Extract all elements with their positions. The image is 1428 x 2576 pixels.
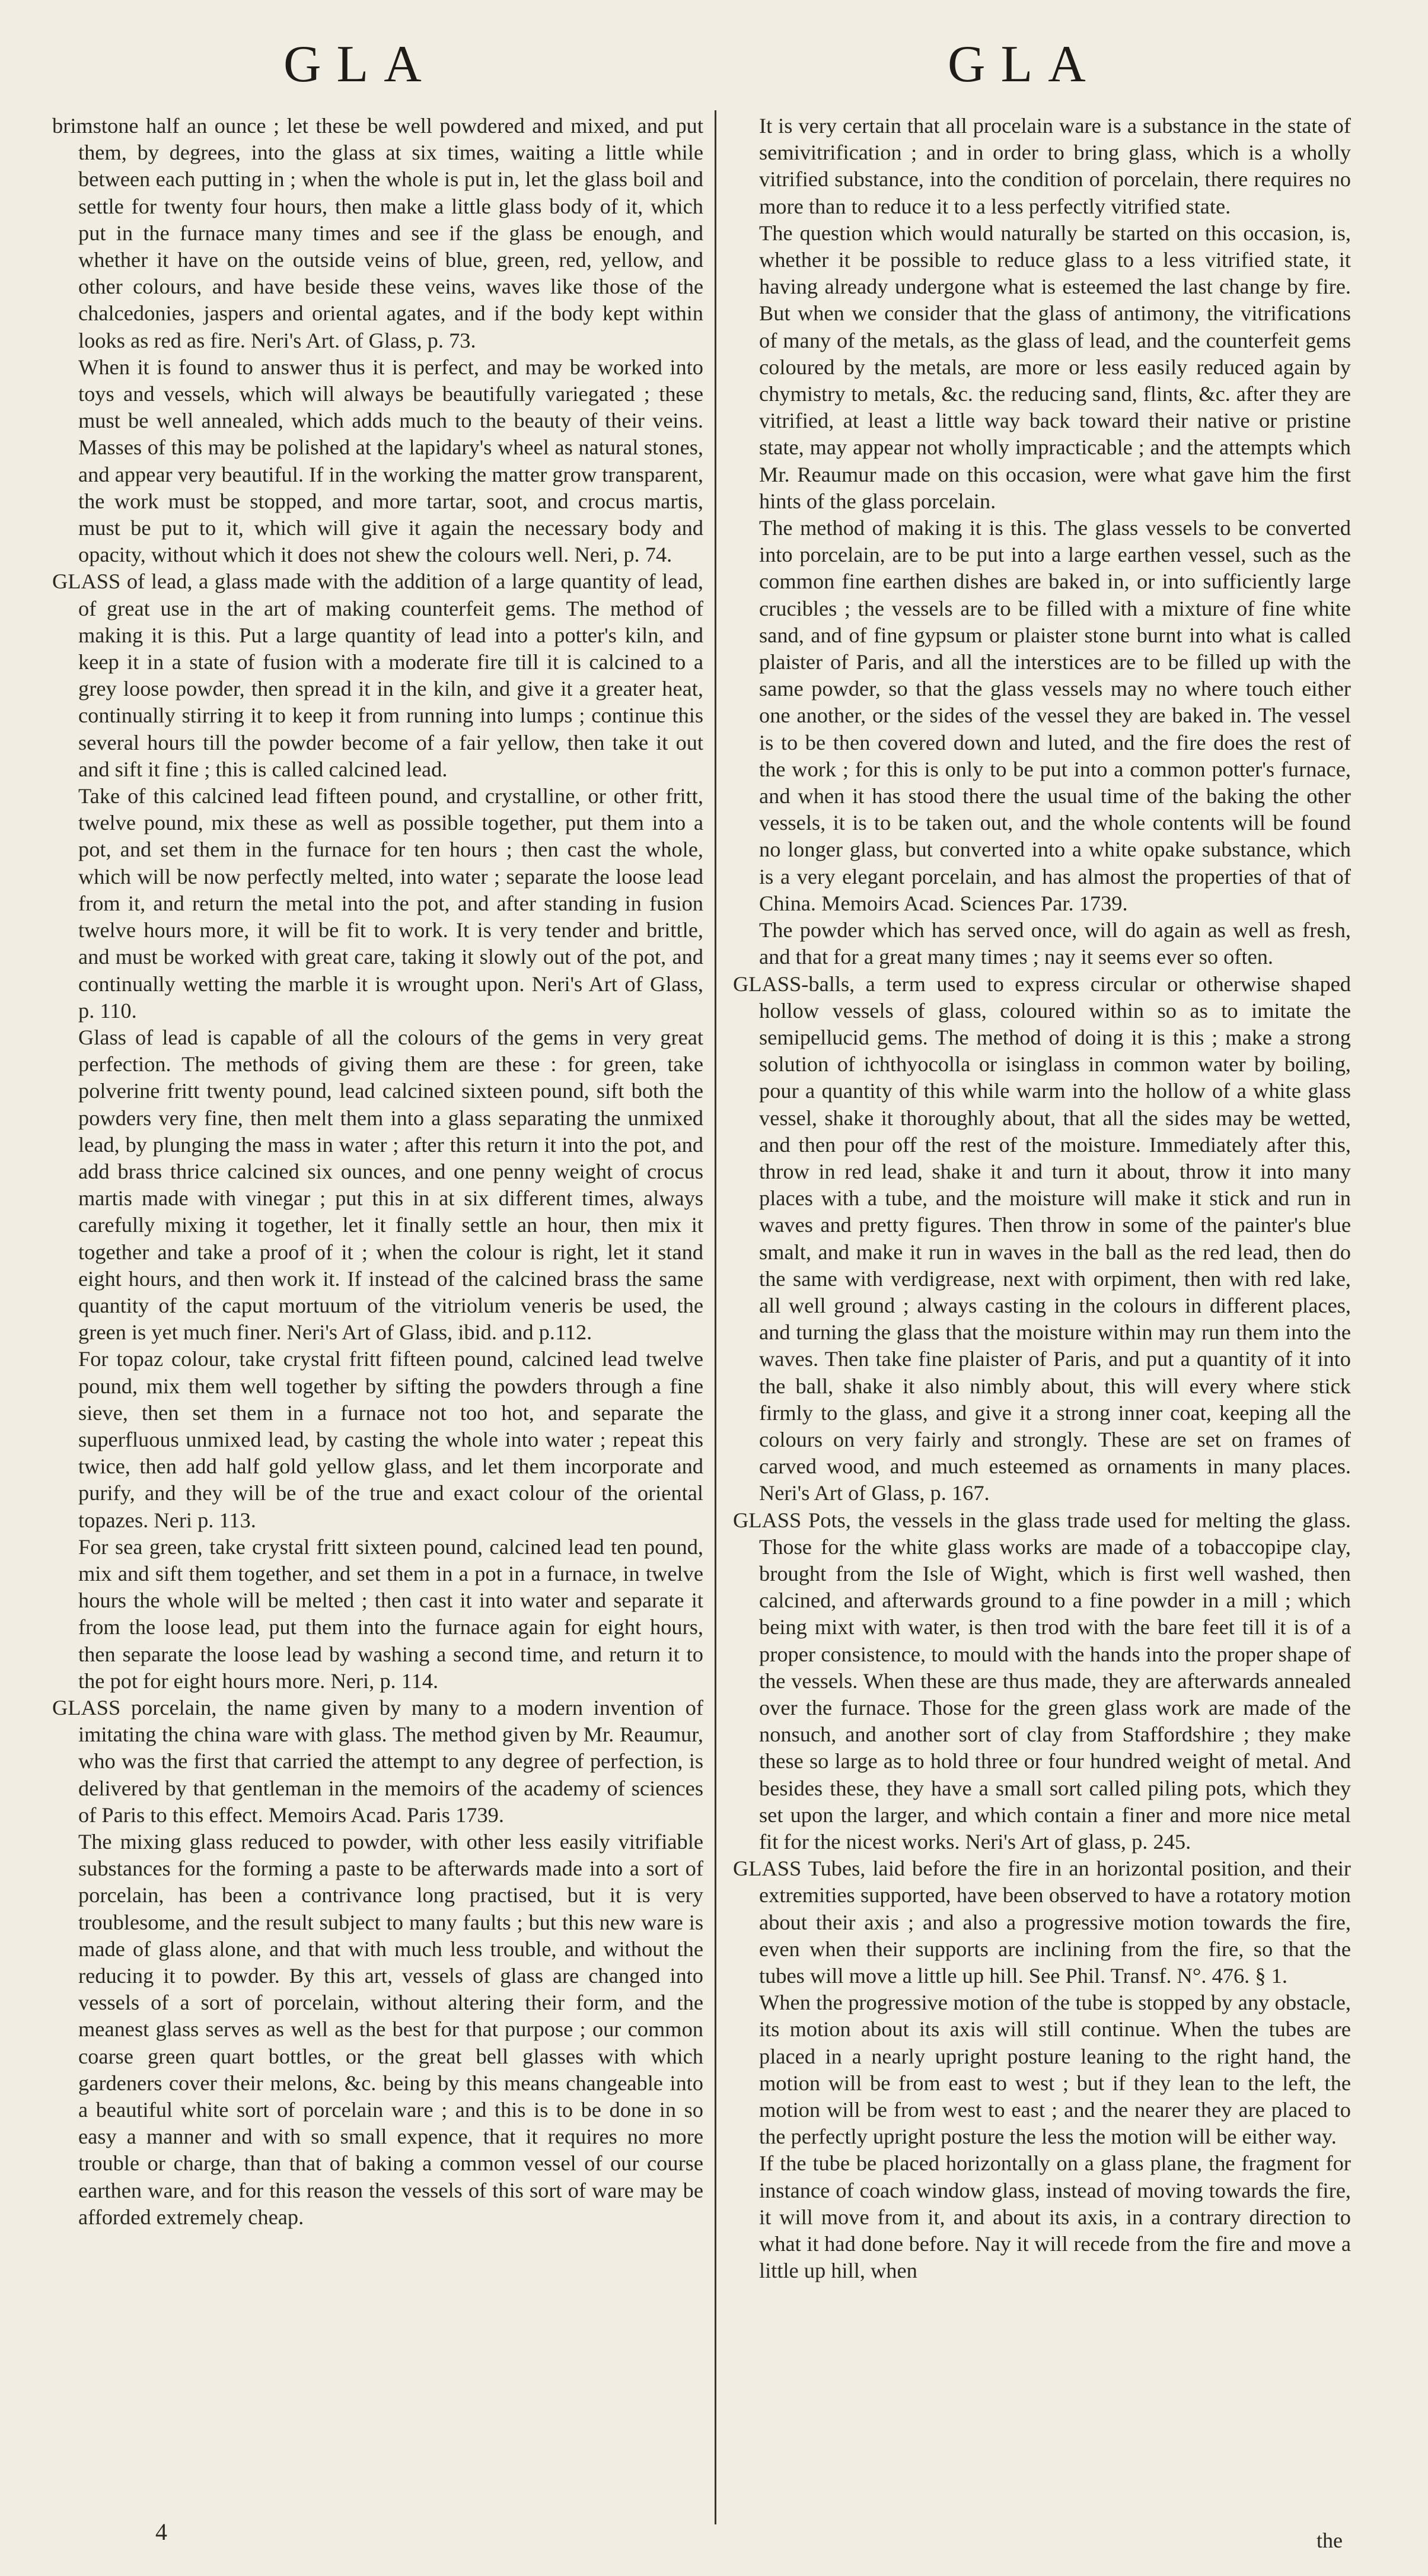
entry-glass-porcelain: GLASS porcelain, the name given by many to a modern invention of imitating the china ware with glass. The method given by Mr. Reaumur, who was the first that carried the attempt to any degree of perfection, is delivered by that gentleman in the memoirs of the academy of sciences of Paris to this effect. Memoirs Acad. Paris 1739.: [52, 1695, 703, 1827]
entry-glass-of-lead: GLASS of lead, a glass made with the addition of a large quantity of lead, of great use in the art of making counterfeit gems. The method of making it is this. Put a large quantity of lead into a potter's kiln, and keep it in a state of fusion with a moderate fire till it is calcined to a grey loose powder, then spread it in the kiln, and give it a greater heat, continually stirring it to keep it from running into lumps ; continue this several hours till the powder become of a fair yellow, then take it out and sift it fine ; this is called calcined lead.: [52, 569, 703, 781]
paragraph: For topaz colour, take crystal fritt fifteen pound, calcined lead twelve pound, mix them well together by sifting the powders through a fine sieve, then set them in a furnace not too hot, and separate the superfluous unmixed lead, by casting the whole into water ; repeat this twice, then add half gold yellow glass, and let them incorporate and purify, and they will be of the true and exact colour of the oriental topazes. Neri p. 113.: [78, 1347, 703, 1532]
paragraph: The question which would naturally be started on this occasion, is, whether it be possible to reduce glass to a less vitrified state, it having already undergone what is esteemed the last change by fire. But when we consider that the glass of antimony, the vitrifications of many of the metals, as the glass of lead, and the counterfeit gems coloured by the metals, are more or less easily reduced again by chymistry to metals, &c. the reducing sand, flints, &c. after they are vitrified, at least a little way back toward their native or pristine state, may appear not wholly impracticable ; and the attempts which Mr. Reaumur made on this occasion, were what gave him the first hints of the glass porcelain.: [759, 221, 1351, 513]
entry-glass-pots: GLASS Pots, the vessels in the glass trade used for melting the glass. Those for the white glass works are made of a tobaccopipe clay, brought from the Isle of Wight, which is first well washed, then calcined, and afterwards ground to a fine powder in a mill ; which being mixt with water, is then trod with the bare feet till it is of a proper consistence, to mould with the hands into the proper shape of the vessels. When these are thus made, they are afterwards annealed over the furnace. Those for the green glass work are made of the nonsuch, and another sort of clay from Staffordshire ; they make these so large as to hold three or four hundred weight of metal. And besides these, they have a small sort called piling pots, which they set upon the larger, and which contain a finer and more nice metal fit for the nicest works. Neri's Art of glass, p. 245.: [733, 1508, 1351, 1854]
paragraph: brimstone half an ounce ; let these be well powdered and mixed, and put them, by degrees, into the glass at six times, waiting a little while between each putting in ; when the whole is put in, let the glass boil and settle for twenty four hours, then make a little glass body of it, which put in the furnace many times and see if the glass be enough, and whether it have on the outside veins of blue, green, red, yellow, and other colours, and have beside these veins, waves like those of the chalcedonies, jaspers and oriental agates, and if the body kept within looks as red as fire. Neri's Art. of Glass, p. 73.: [52, 114, 703, 352]
paragraph: Take of this calcined lead fifteen pound, and crystalline, or other fritt, twelve pound, mix these as well as possible together, put them into a pot, and set them in the furnace for ten hours ; then cast the whole, which will be now perfectly melted, into water ; separate the loose lead from it, and return the metal into the pot, and after standing in fusion twelve hours more, it will be fit to work. It is very tender and brittle, and must be worked with great care, taking it slowly out of the pot, and continually wetting the marble it is wrought upon. Neri's Art of Glass, p. 110.: [78, 784, 703, 1023]
column-divider-rule: [715, 110, 716, 2524]
running-head-left: GLA: [283, 36, 437, 93]
right-column: [733, 113, 1351, 2284]
paragraph: If the tube be placed horizontally on a glass plane, the fragment for instance of coach window glass, instead of moving towards the fire, it will move from it, and about its axis, in a contrary direction to what it had done before. Nay it will recede from the fire and move a little up hill, when: [759, 2151, 1351, 2283]
running-head-right: GLA: [948, 36, 1101, 93]
page-number: 4: [155, 2518, 167, 2545]
paragraph: When it is found to answer thus it is perfect, and may be worked into toys and vessels, which will always be beautifully variegated ; these must be well annealed, which adds much to the beauty of their veins. Masses of this may be polished at the lapidary's wheel as natural stones, and appear very beautiful. If in the working the matter grow transparent, the work must be stopped, and more tartar, soot, and crocus martis, must be put to it, which will give it again the necessary body and opacity, without which it does not shew the colours well. Neri, p. 74.: [78, 355, 703, 567]
paragraph: It is very certain that all procelain ware is a substance in the state of semivitrification ; and in order to bring glass, which is a wholly vitrified substance, into the condition of porcelain, there requires no more than to reduce it to a less perfectly vitrified state.: [759, 114, 1351, 218]
paragraph: When the progressive motion of the tube is stopped by any obstacle, its motion about its axis will still continue. When the tubes are placed in a nearly upright posture leaning to the right hand, the motion will be from east to west ; but if they lean to the left, the motion will be from west to east ; and the nearer they are placed to the perfectly upright posture the less the motion will be either way.: [759, 1991, 1351, 2149]
left-column: [52, 113, 703, 2231]
catchword: the: [1317, 2529, 1343, 2552]
paragraph: The powder which has served once, will do again as well as fresh, and that for a great many times ; nay it seems ever so often.: [759, 918, 1351, 969]
entry-glass-tubes: GLASS Tubes, laid before the fire in an horizontal position, and their extremities supported, have been observed to have a rotatory motion about their axis ; and also a progressive motion towards the fire, even when their supports are inclining from the fire, so that the tubes will move a little up hill. See Phil. Transf. N°. 476. § 1.: [733, 1857, 1351, 1988]
paragraph: Glass of lead is capable of all the colours of the gems in very great perfection. The methods of giving them are these : for green, take polverine fritt twenty pound, lead calcined sixteen pound, sift both the powders very fine, then melt them into a glass separating the unmixed lead, by plunging the mass in water ; after this return it into the pot, and add brass thrice calcined six ounces, and one penny weight of crocus martis made with vinegar ; put this in at six different times, always carefully mixing it together, let it finally settle an hour, then mix it together and take a proof of it ; when the colour is right, let it stand eight hours, and then work it. If instead of the calcined brass the same quantity of the caput mortuum of the vitriolum veneris be used, the green is yet much finer. Neri's Art of Glass, ibid. and p.112.: [78, 1025, 703, 1345]
paragraph: The mixing glass reduced to powder, with other less easily vitrifiable substances for the forming a paste to be afterwards made into a sort of porcelain, has been a contrivance long practised, but it is very troublesome, and the result subject to many faults ; but this new ware is made of glass alone, and that with much less trouble, and without the reducing it to powder. By this art, vessels of glass are changed into vessels of a sort of porcelain, without altering their form, and the meanest glass serves as well as the best for that purpose ; our common coarse green quart bottles, or the great bell glasses with which gardeners cover their melons, &c. being by this means changeable into a beautiful white sort of porcelain ware ; and this is to be done in so easy a manner and with so small expence, that it requires no more trouble or charge, than that of baking a common vessel of our course earthen ware, and for this reason the vessels of this sort of ware may be afforded extremely cheap.: [78, 1830, 703, 2229]
running-head: [0, 34, 1428, 106]
paragraph: For sea green, take crystal fritt sixteen pound, calcined lead ten pound, mix and sift them together, and set them in a pot in a furnace, in twelve hours the whole will be melted ; then cast it into water and separate it from the loose lead, put them into the furnace again for eight hours, then separate the loose lead by washing a second time, and return it to the pot for eight hours more. Neri, p. 114.: [78, 1534, 703, 1693]
paragraph: The method of making it is this. The glass vessels to be converted into porcelain, are to be put into a large earthen vessel, such as the common fine earthen dishes are baked in, or into sufficiently large crucibles ; the vessels are to be filled with a mixture of fine white sand, and of fine gypsum or plaister stone burnt into what is called plaister of Paris, and all the interstices are to be filled up with the same powder, so that the glass vessels may no where touch either one another, or the sides of the vessel they are baked in. The vessel is to be then covered down and luted, and the fire does the rest of the work ; for this is only to be put into a common potter's furnace, and when it has stood there the usual time of the baking the other vessels, it is to be taken out, and the whole contents will be found no longer glass, but converted into a white opake substance, which is a very elegant porcelain, and has almost the properties of that of China. Memoirs Acad. Sciences Par. 1739.: [759, 516, 1351, 915]
entry-glass-balls: GLASS-balls, a term used to express circular or otherwise shaped hollow vessels of glass, coloured within so as to imitate the semipellucid gems. The method of doing it is this ; make a strong solution of ichthyocolla or isinglass in common water by boiling, pour a quantity of this while warm into the hollow of a white glass vessel, shake it thoroughly about, that all the sides may be wetted, and then pour off the rest of the moisture. Immediately after this, throw in red lead, shake it and turn it about, throw it into many places with a tube, and the moisture will make it stick and run in waves and pretty figures. Then throw in some of the painter's blue smalt, and make it run in waves in the ball as the red lead, then do the same with verdigrease, next with orpiment, then with red lake, all well ground ; always casting in the colours in different places, and turning the glass that the moisture within may run them into the waves. Then take fine plaister of Paris, and put a quantity of it into the ball, shake it also nimbly about, this will every where stick firmly to the glass, and give it a strong inner coat, keeping all the colours on very fairly and strongly. These are set on frames of carved wood, and much esteemed as ornaments in many places. Neri's Art of Glass, p. 167.: [733, 972, 1351, 1505]
